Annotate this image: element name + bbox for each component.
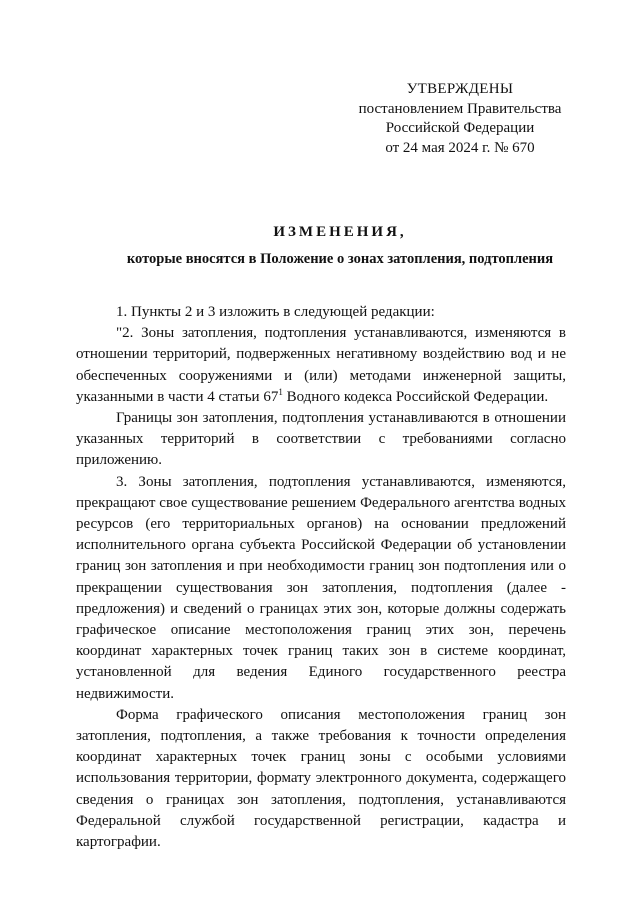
paragraph-3: Границы зон затопления, подтопления устанавливаются в отношении указанных территорий в соответствии с требованиями согласно приложению.	[76, 410, 566, 469]
approval-line-3: от 24 мая 2024 г. № 670	[385, 139, 535, 156]
paragraph-5: Форма графического описания местоположения границ зон затопления, подтопления, а также требования к точности определения координат характерных точек границ зоны с особыми условиями использования территории, формату электронного документа, содержащего сведения о границах зон затопления, подтопления, устанавливаются Федеральной службой государственной регистрации, кадастра и картографии.	[76, 706, 566, 851]
paragraph-2-tail: Водного кодекса Российской Федерации.	[282, 388, 549, 405]
document-title: ИЗМЕНЕНИЯ,	[273, 224, 407, 240]
approval-title: УТВЕРЖДЕНЫ	[406, 81, 514, 97]
approval-block	[340, 80, 580, 158]
superscript-mark: 1	[278, 386, 283, 397]
document-subtitle: которые вносятся в Положение о зонах затопления, подтопления	[126, 251, 554, 267]
paragraph-4: 3. Зоны затопления, подтопления устанавливаются, изменяются, прекращают свое существование решением Федерального агентства водных ресурсов (его территориальных органов) на основании предложений исполнительного органа субъекта Российской Федерации об установлении границ зон затопления и при необходимости границ зон подтопления или о прекращении существования зон затопления, подтопления (далее - предложения) и сведений о границах этих зон, которые должны содержать графическое описание местоположения границ этих зон, перечень координат характерных точек границ таких зон в системе координат, установленной для ведения Единого государственного реестра недвижимости.	[76, 473, 566, 702]
document-body	[76, 302, 566, 853]
paragraph-2	[76, 323, 566, 408]
paragraph-2-text: "2. Зоны затопления, подтопления устанавливаются, изменяются в отношении территорий, подверженных негативному воздействию вод и не обеспеченных сооружениями и (или) методами инженерной защиты, указанными в части 4 статьи 67	[76, 325, 566, 405]
paragraph-1: 1. Пункты 2 и 3 изложить в следующей редакции:	[116, 304, 435, 320]
approval-line-1: постановлением Правительства	[358, 100, 562, 117]
approval-line-2: Российской Федерации	[385, 120, 535, 136]
